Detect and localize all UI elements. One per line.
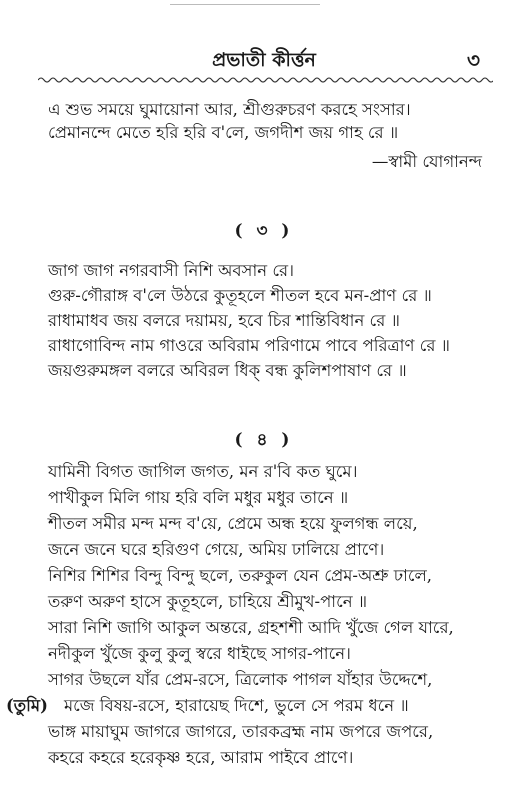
verse-line: রাধামাধব জয় বলরে দয়াময়, হবে চির শান্তিবিধান রে ॥: [48, 311, 400, 330]
author-credit: —স্বামী যোগানন্দ: [371, 152, 482, 171]
verse-line: জনে জনে ঘরে হরিগুণ গেয়ে, অমিয় ঢালিয়ে প্রাণে।: [48, 540, 385, 559]
verse-line: সাগর উছলে যাঁর প্রেম-রসে, ত্রিলোক পাগল যাঁহার উদ্দেশে,: [48, 670, 433, 689]
verse-line: মজে বিষয়-রসে, হারায়েছ দিশে, ভুলে সে পরম ধনে ॥: [64, 696, 409, 715]
page-header: [0, 46, 528, 76]
verse-line: যামিনী বিগত জাগিল জগত, মন র'বি কত ঘুমে।: [48, 462, 358, 481]
verse-line: নদীকুল খুঁজে কুলু কুলু স্বরে ধাইছে সাগর-পানে।: [48, 644, 351, 663]
verse-line: শীতল সমীর মন্দ মন্দ ব'য়ে, প্রেমে অন্ধ হয়ে ফুলগন্ধ লয়ে,: [48, 514, 418, 533]
song-number: ( ৪ ): [234, 430, 294, 450]
verse-line: রাধাগোবিন্দ নাম গাওরে অবিরাম পরিণামে পাবে পরিত্রাণ রে ॥: [48, 336, 451, 355]
song-number: ( ৩ ): [234, 221, 294, 241]
verse-line: এ শুভ সময়ে ঘুমায়োনা আর, শ্রীগুরুচরণ করহে সংসার।: [48, 100, 411, 119]
verse-prefix: (তুমি): [6, 696, 48, 715]
verse-line: গুরু-গৌরাঙ্গ ব'লে উঠরে কুতূহলে শীতল হবে মন-প্রাণ রে ॥: [48, 286, 432, 305]
running-title: প্রভাতী কীর্ত্তন: [212, 49, 316, 71]
verse-line: কহরে কহরে হরেকৃষ্ণ হরে, আরাম পাইবে প্রাণে।: [48, 748, 354, 767]
verse-line: ভাঙ্গ মায়াঘুম জাগরে জাগরে, তারকব্রহ্ম নাম জপরে জপরে,: [48, 722, 434, 741]
verse-line: তরুণ অরুণ হাসে কুতূহলে, চাহিয়ে শ্রীমুখ-পানে ॥: [48, 592, 368, 611]
verse-line: পাখীকুল মিলি গায় হরি বলি মধুর মধুর তানে ॥: [48, 488, 349, 507]
wavy-divider: [38, 76, 493, 84]
verse-line: নিশির শিশির বিন্দু বিন্দু ছলে, তরুকুল যেন প্রেম-অশ্রু ঢালে,: [48, 566, 433, 585]
verse-line: সারা নিশি জাগি আকুল অন্তরে, গ্রহশশী আদি খুঁজে গেল যারে,: [48, 618, 454, 637]
top-edge-rule: [170, 4, 320, 5]
verse-line: প্রেমানন্দে মেতে হরি হরি ব'লে, জগদীশ জয় গাহ রে ॥: [48, 123, 399, 142]
page-number: ৩: [466, 48, 480, 72]
verse-line: জাগ জাগ নগরবাসী নিশি অবসান রে।: [48, 261, 295, 280]
verse-line: জয়গুরুমঙ্গল বলরে অবিরল ধিক্ বন্ধ কুলিশপাষাণ রে ॥: [48, 361, 407, 380]
